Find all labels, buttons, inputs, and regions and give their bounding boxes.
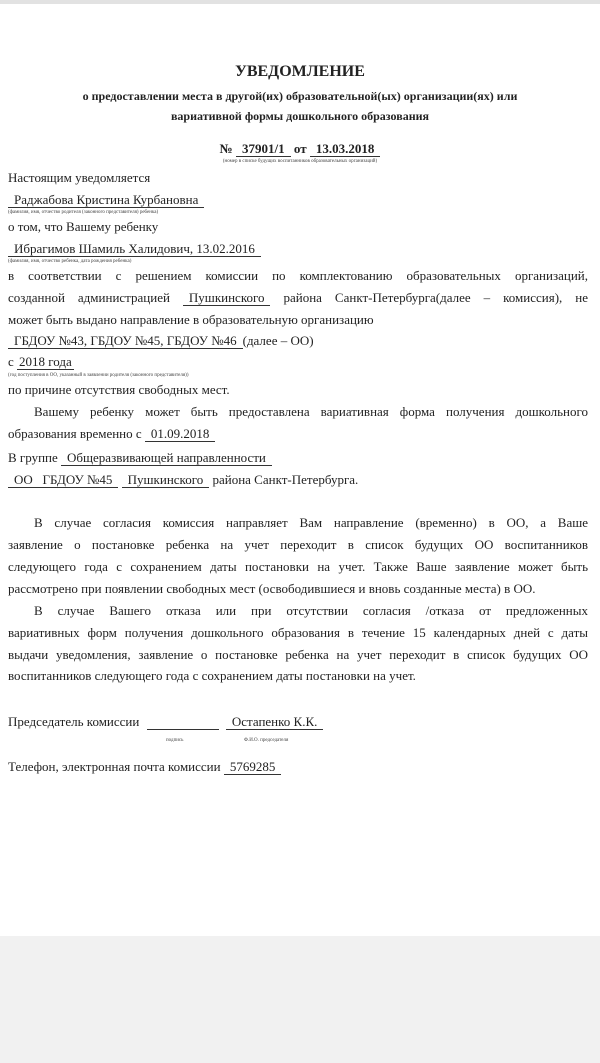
chairman-line — [8, 714, 323, 730]
phone: 5769285 — [224, 760, 282, 775]
para3-line: В случае Вашего отказа или при отсутствии согласия /отказа от предложенных — [34, 603, 588, 618]
variative-line1: Вашему ребенку может быть предоставлена вариативная форма получения дошкольного — [34, 404, 588, 419]
signature-blank — [147, 717, 219, 730]
group-prefix: В группе — [8, 450, 58, 465]
organizations: ГБДОУ №43, ГБДОУ №45, ГБДОУ №46 — [8, 334, 243, 349]
parent-line — [8, 192, 204, 208]
chairman-label: Председатель комиссии — [8, 714, 140, 729]
organizations-line — [8, 333, 314, 349]
text: образования временно с — [8, 426, 142, 441]
para2-line: рассмотрено при появлении свободных мест (освободившиеся и вновь созданные места) в ОО. — [8, 581, 536, 596]
group-line — [8, 450, 272, 466]
variative-line2 — [8, 426, 215, 442]
district: Пушкинского — [183, 291, 271, 306]
para2-line: В случае согласия комиссия направляет Вам направление (временно) в ОО, а Ваше — [34, 515, 588, 530]
signature-caption: подпись — [166, 738, 184, 743]
document-page — [0, 4, 600, 936]
year-prefix: с — [8, 354, 14, 369]
oo-name: ГБДОУ №45 — [42, 472, 113, 487]
date-prefix: от — [293, 141, 307, 156]
text: созданной администрацией — [8, 290, 170, 305]
phone-line — [8, 759, 281, 775]
para1-line2 — [8, 290, 588, 306]
chairman-name: Остапенко К.К. — [226, 715, 324, 730]
para2-line: заявление о постановке ребенка на учет переходит в список будущих ОО воспитанников — [8, 537, 588, 552]
document-date: 13.03.2018 — [310, 142, 381, 157]
year-line — [8, 354, 74, 370]
oo-district: Пушкинского — [122, 473, 210, 488]
para2-line: следующего года с сохранением даты постановки на учет. Также Ваше заявление может быть — [8, 559, 588, 574]
child-intro: о том, что Вашему ребенку — [8, 219, 159, 234]
child-line — [8, 241, 261, 257]
para1-line1: в соответствии с решением комиссии по комплектованию образовательных организаций, — [8, 268, 588, 283]
oo-label: ОО — [14, 472, 33, 487]
text: района Санкт-Петербурга(далее – комиссия), не — [283, 290, 589, 305]
document-number: 37901/1 — [236, 142, 291, 157]
number-prefix: № — [219, 141, 233, 156]
oo-line — [8, 472, 358, 488]
subtitle-line-2: вариативной формы дошкольного образования — [170, 109, 430, 123]
document-number-line — [0, 141, 600, 157]
year-caption: (год поступления в ОО, указанный в заявлении родителя (законного представителя)) — [8, 373, 189, 378]
para3-line: воспитанников следующего года с сохранением даты постановки на учет. — [8, 668, 416, 683]
para1-line3: может быть выдано направление в образовательную организацию — [8, 312, 374, 327]
subtitle-line-1: о предоставлении места в другой(их) образовательной(ых) организации(ях) или — [82, 89, 518, 103]
variative-date: 01.09.2018 — [145, 427, 216, 442]
para3-line: выдачи уведомления, заявление о постановке ребенка на учет переходит в список будущих ОО — [8, 647, 588, 662]
para3-line: вариативных форм получения дошкольного образования в течение 15 календарных дней с даты — [8, 625, 588, 640]
parent-name: Раджабова Кристина Курбановна — [8, 193, 204, 208]
child-caption: (фамилия, имя, отчество ребенка, дата рождения ребенка) — [8, 259, 132, 264]
fio-caption: Ф.И.О. председателя — [244, 738, 289, 743]
oo-suffix: района Санкт-Петербурга. — [212, 472, 359, 487]
year: 2018 года — [19, 354, 72, 369]
document-title: УВЕДОМЛЕНИЕ — [235, 63, 365, 80]
organizations-suffix: (далее – ОО) — [242, 333, 314, 348]
number-caption: (номер в списке будущих воспитанников образовательных организаций) — [222, 159, 378, 164]
reason: по причине отсутствия свободных мест. — [8, 382, 230, 397]
phone-label: Телефон, электронная почта комиссии — [8, 759, 221, 774]
child-name: Ибрагимов Шамиль Халидович, 13.02.2016 — [8, 242, 261, 257]
oo-field — [8, 473, 118, 488]
parent-caption: (фамилия, имя, отчество родителя (законного представителя) ребенка) — [8, 210, 159, 215]
group: Общеразвивающей направленности — [61, 451, 272, 466]
notify-intro: Настоящим уведомляется — [8, 170, 151, 185]
